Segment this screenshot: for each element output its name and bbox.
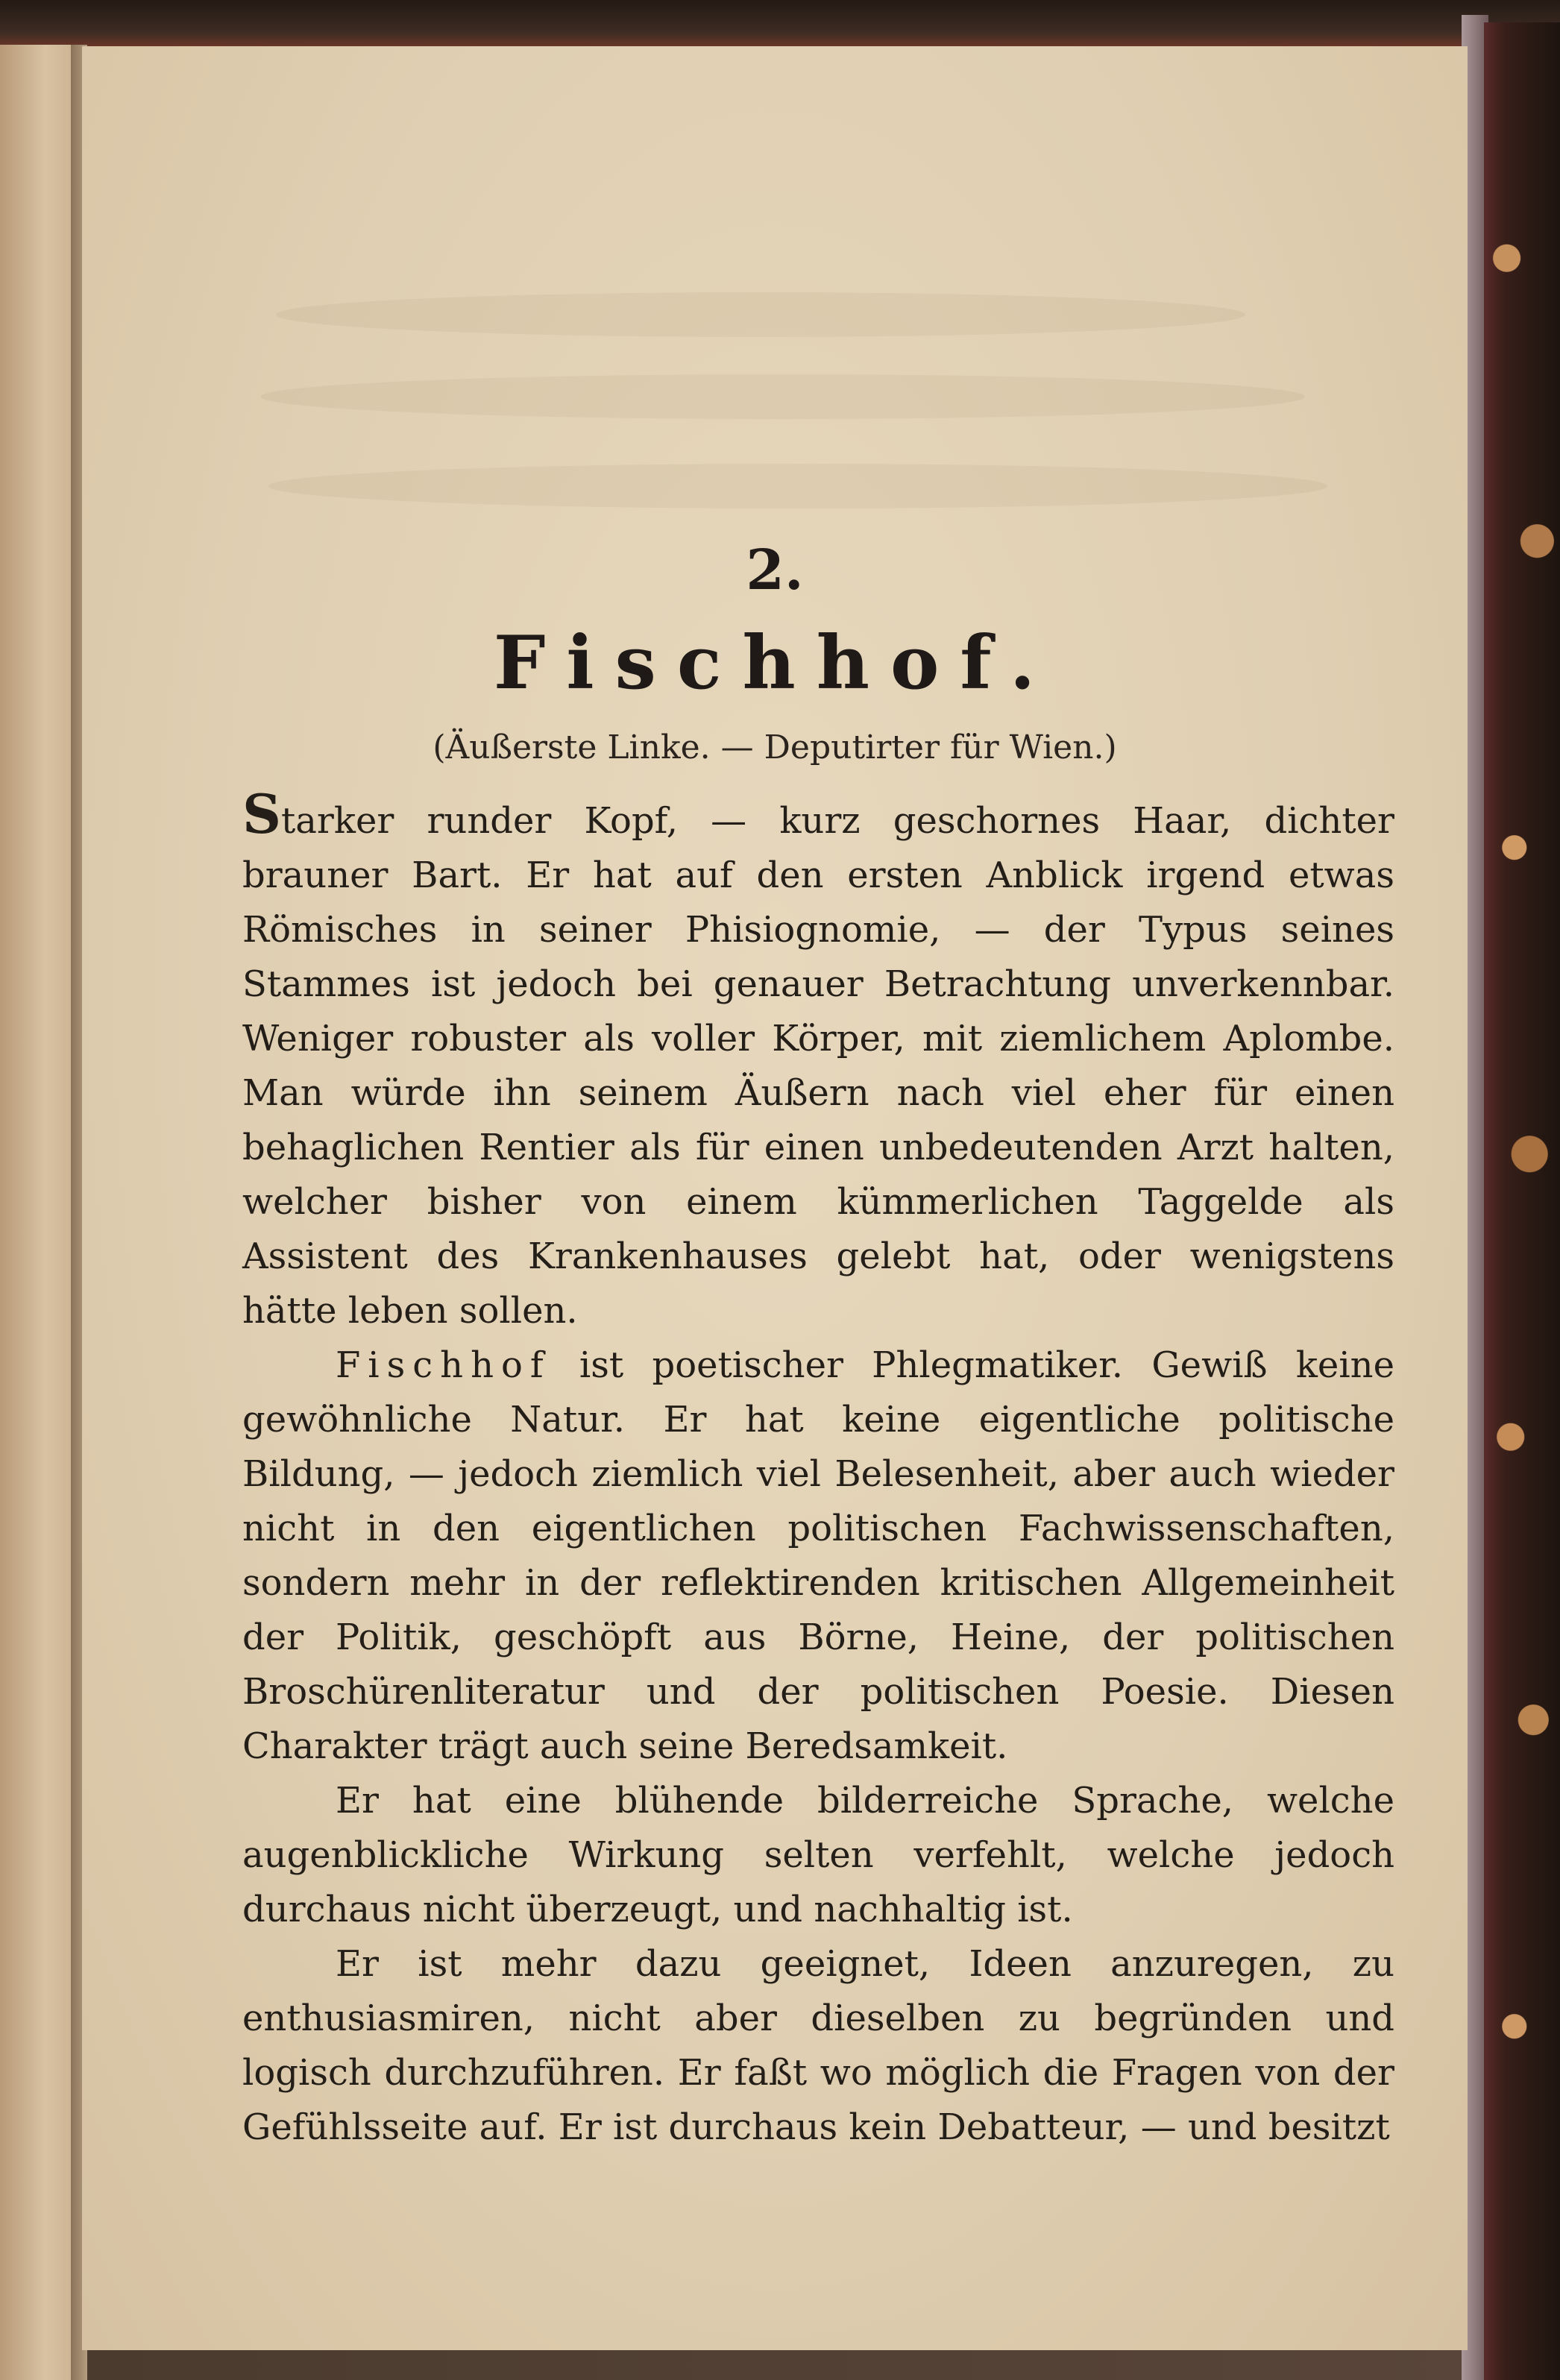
drop-cap: S (242, 782, 281, 846)
previous-page-edge (0, 45, 82, 2380)
binding-top-edge (0, 0, 1560, 52)
paragraph-text: tarker runder Kopf, — kurz geschornes Haar, dichter brauner Bart. Er hat auf den ersten Anblick irgend etwas Römisches in seiner Phisiognomie, — der Typus seines Stammes ist jedoch bei genauer Betrachtung unverkennbar. Weniger robuster als voller Körper, mit ziemlichem Aplombe. Man würde ihn seinem Äußern nach viel eher für einen behaglichen Rentier als für einen unbedeutenden Arzt halten, welcher bisher von einem kümmerlichen Taggelde als Assistent des Krankenhauses gelebt hat, oder wenigstens hätte leben sollen. (242, 800, 1394, 1332)
chapter-title: Fischhof. (493, 620, 1057, 706)
paragraph-text: Er ist mehr dazu geeignet, Ideen anzuregen, zu enthusiasmiren, nicht aber dieselben zu begründen und logisch durchzuführen. Er faßt wo möglich die Fragen von der Gefühlsseite auf. Er ist durchaus kein Debatteur, — und besitzt (242, 1943, 1394, 2148)
chapter-number: 2. (746, 538, 804, 602)
marbled-cover (1484, 22, 1560, 2380)
paragraph-4 (242, 1937, 1394, 2155)
spaced-name: Fischhof (336, 1344, 551, 1386)
paragraph-3 (242, 1774, 1394, 1937)
paragraph-text: ist poetischer Phlegmatiker. Gewiß keine gewöhnliche Natur. Er hat keine eigentliche politische Bildung, — jedoch ziemlich viel Belesenheit, aber auch wieder nicht in den eigentlichen politischen Fachwissenschaften, sondern mehr in der reflektirenden kritischen Allgemeinheit der Politik, geschöpft aus Börne, Heine, der politischen Broschürenliteratur und der politischen Poesie. Diesen Charakter trägt auch seine Beredsamkeit. (242, 1344, 1394, 1767)
book-page (82, 46, 1468, 2350)
bleed-through-shadow (268, 464, 1327, 509)
bleed-through-shadow (261, 374, 1305, 419)
body-text (242, 782, 1394, 2155)
bleed-through-shadow (276, 292, 1245, 337)
paragraph-text: Er hat eine blühende bilderreiche Sprache, welche augenblickliche Wirkung selten verfehlt, welche jedoch durchaus nicht überzeugt, und nachhaltig ist. (242, 1780, 1394, 1930)
paragraph-1 (242, 782, 1394, 1338)
paragraph-2 (242, 1338, 1394, 1774)
chapter-subtitle: (Äußerste Linke. — Deputirter für Wien.) (433, 728, 1117, 766)
